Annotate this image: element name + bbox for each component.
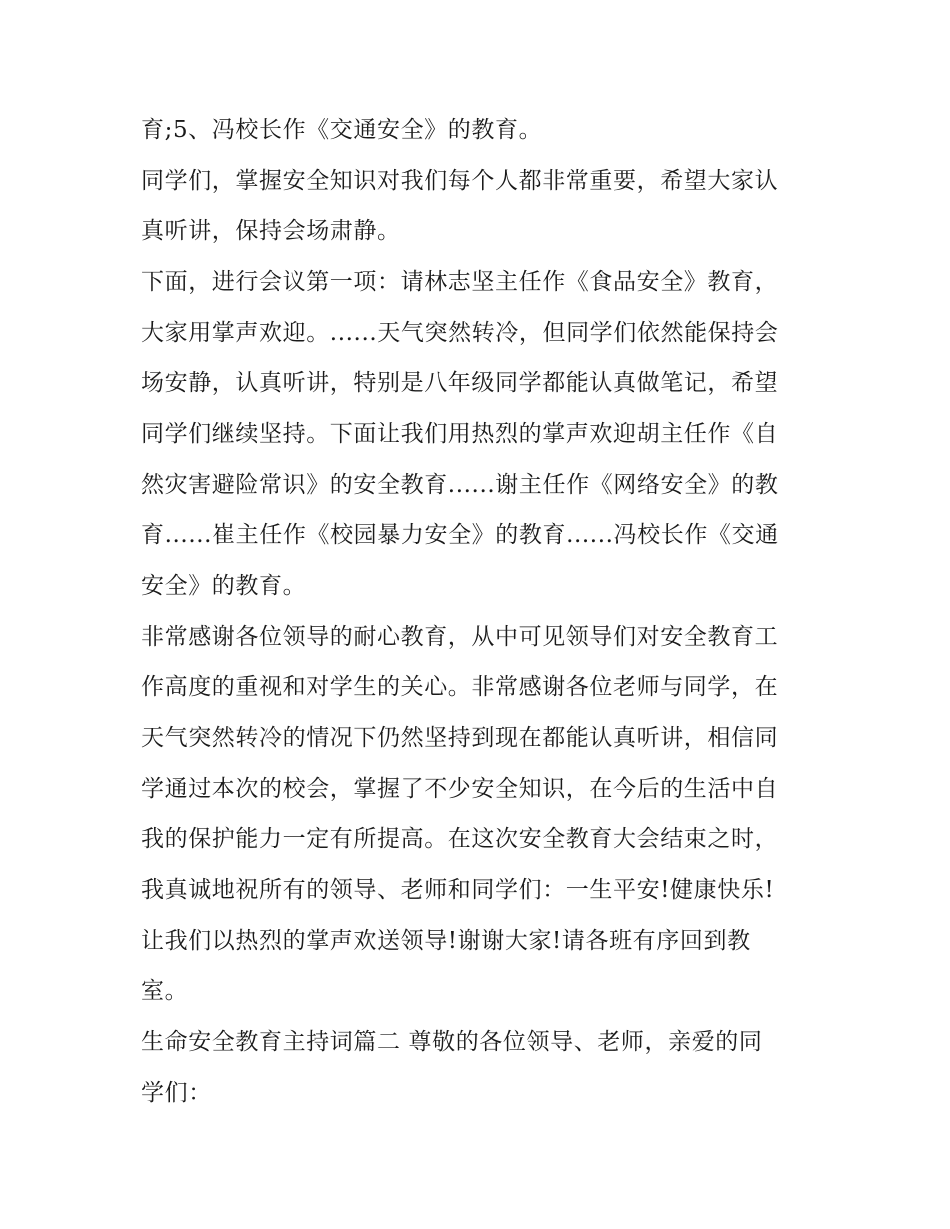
text-line: 作高度的重视和对学生的关心。非常感谢各位老师与同学，在 [141, 674, 779, 700]
text-line: 下面，进行会议第一项：请林志坚主任作《食品安全》教育， [141, 269, 779, 295]
text-line: 育......崔主任作《校园暴力安全》的教育......冯校长作《交通 [141, 522, 779, 548]
text-line: 同学们，掌握安全知识对我们每个人都非常重要，希望大家认 [141, 168, 779, 194]
text-line: 安全》的教育。 [141, 573, 307, 599]
text-line: 非常感谢各位领导的耐心教育，从中可见领导们对安全教育工 [141, 624, 779, 650]
text-line: 大家用掌声欢迎。......天气突然转冷，但同学们依然能保持会 [141, 320, 779, 346]
text-line: 然灾害避险常识》的安全教育......谢主任作《网络安全》的教 [141, 472, 779, 498]
text-line: 我真诚地祝所有的领导、老师和同学们：一生平安!健康快乐! [141, 877, 775, 903]
text-line: 室。 [141, 978, 189, 1004]
text-line: 生命安全教育主持词篇二 尊敬的各位领导、老师，亲爱的同 [141, 1029, 763, 1055]
text-line: 我的保护能力一定有所提高。在这次安全教育大会结束之时， [141, 826, 779, 852]
text-line: 让我们以热烈的掌声欢送领导!谢谢大家!请各班有序回到教 [141, 928, 751, 954]
text-line: 育;5、冯校长作《交通安全》的教育。 [141, 117, 543, 143]
text-line: 同学们继续坚持。下面让我们用热烈的掌声欢迎胡主任作《自 [141, 421, 779, 447]
text-line: 学们： [141, 1080, 212, 1106]
text-line: 天气突然转冷的情况下仍然坚持到现在都能认真听讲，相信同 [141, 725, 779, 751]
text-line: 真听讲，保持会场肃静。 [141, 218, 401, 244]
text-line: 学通过本次的校会，掌握了不少安全知识，在今后的生活中自 [141, 776, 779, 802]
text-line: 场安静，认真听讲，特别是八年级同学都能认真做笔记，希望 [141, 370, 779, 396]
